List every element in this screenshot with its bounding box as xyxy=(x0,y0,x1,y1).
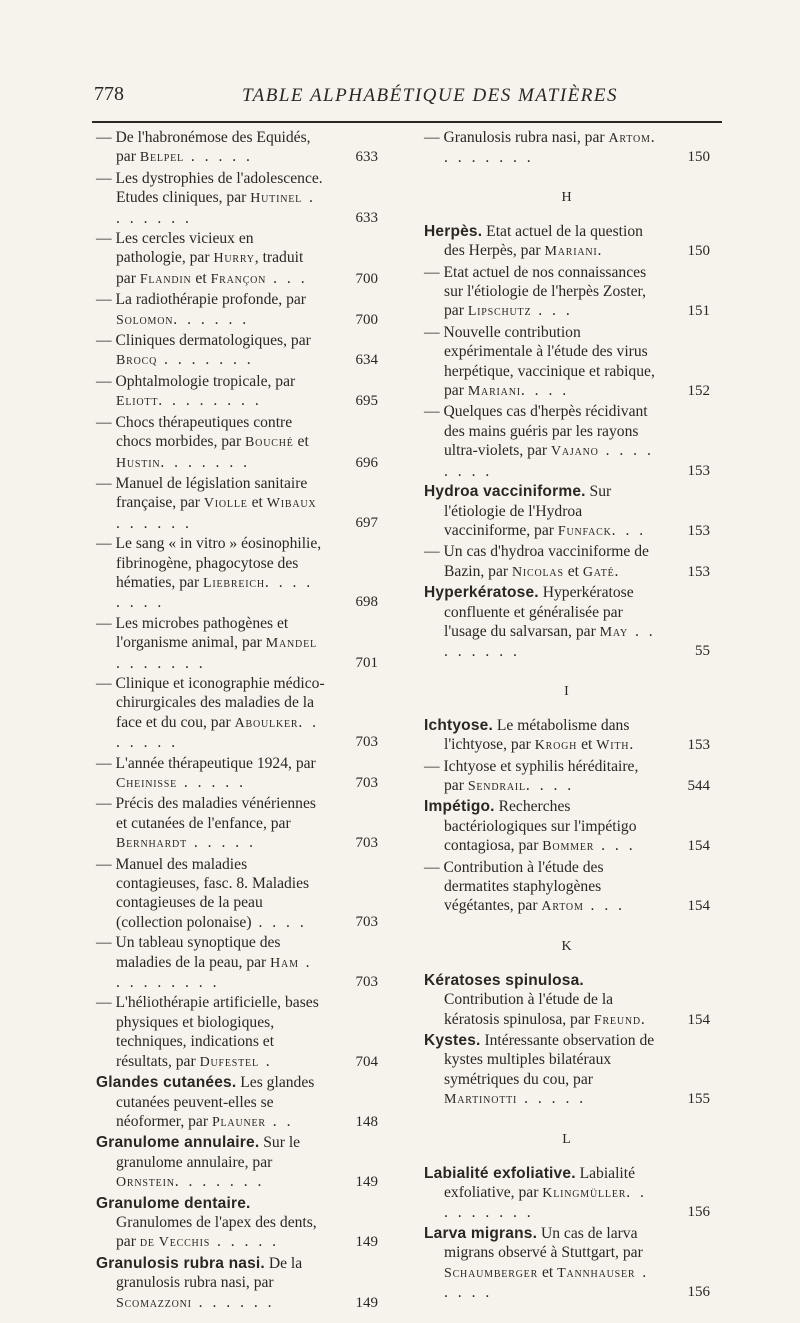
entry-text: — La radiothérapie profonde, par xyxy=(96,291,306,309)
entry-author: Vajano xyxy=(550,444,599,460)
entry-text: — Ichtyose et syphilis héréditaire, par xyxy=(424,757,639,794)
entry-text: — Clinique et iconographie médico-chirurgicales des maladies de la face et du cou, par xyxy=(96,674,325,731)
page-number: 778 xyxy=(94,83,124,105)
page-reference: 696 xyxy=(355,454,378,471)
entry-text: Intéressante observation de kystes multiples bilatéraux symétriques du cou, par xyxy=(444,1032,655,1088)
page-reference: 154 xyxy=(687,838,710,855)
page-reference: 703 xyxy=(355,974,378,991)
entry-author: Nicolas xyxy=(511,564,564,580)
entry-heading: Herpès. xyxy=(424,222,483,240)
entry-text: — Quelques cas d'herpès récidivant des mains guéris par les rayons ultra-violets, par xyxy=(424,403,648,460)
entry-text: et xyxy=(191,269,211,287)
entry-heading: Granulome dentaire. xyxy=(96,1194,251,1212)
entry-text: Un cas de larva migrans observé à Stuttgart, par xyxy=(444,1224,643,1262)
entry-author: Wibaux xyxy=(266,496,317,512)
entry-text: Hyperkératose confluente et généralisée par l'usage du salvarsan, par xyxy=(444,584,634,640)
index-sub-entry xyxy=(96,993,378,1072)
leader-dots: . . . . . xyxy=(210,1233,280,1251)
page-reference: 703 xyxy=(355,913,378,930)
entry-heading: Impétigo. xyxy=(424,798,495,816)
leader-dots: . . . . . . . xyxy=(174,1173,265,1191)
page-reference: 155 xyxy=(687,1091,710,1108)
entry-text: — Manuel des maladies contagieuses, fasc. 8. Maladies contagieuses de la peau (collection polonaise) xyxy=(96,855,310,931)
leader-dots: . . . . . xyxy=(517,1090,587,1108)
entry-author: Krogh xyxy=(534,738,578,754)
entry-text: Etat actuel de la question des Herpès, par xyxy=(444,222,643,260)
index-sub-entry xyxy=(96,290,378,330)
entry-text: — Ophtalmologie tropicale, par xyxy=(96,372,296,390)
entry-text: — Cliniques dermatologiques, par xyxy=(96,332,311,350)
entry-author: Gaté xyxy=(582,564,615,580)
index-main-entry xyxy=(96,1073,378,1132)
index-sub-entry xyxy=(96,614,378,673)
leader-dots: . . . . . xyxy=(186,834,256,852)
page-reference: 151 xyxy=(687,303,710,320)
entry-heading: Labialité exfoliative. xyxy=(424,1164,576,1182)
entry-author: de Vecchis xyxy=(139,1235,211,1251)
page-reference: 150 xyxy=(687,243,710,260)
entry-author: Hutinel xyxy=(250,191,303,207)
index-main-entry xyxy=(96,1194,378,1253)
page-reference: 698 xyxy=(355,594,378,611)
index-sub-entry xyxy=(96,794,378,853)
leader-dots: . . . xyxy=(611,521,647,539)
section-letter: I xyxy=(564,683,570,699)
page-reference: 703 xyxy=(355,775,378,791)
entry-author: May xyxy=(599,624,629,640)
entry-text: Labialité exfoliative, par xyxy=(444,1164,636,1202)
entry-text: — Manuel de législation sanitaire française, par xyxy=(96,474,308,512)
leader-dots: . . . . xyxy=(520,382,570,400)
index-main-entry xyxy=(424,971,710,1030)
entry-author: Bernhardt xyxy=(116,836,187,852)
entry-text: De la granulosis rubra nasi, par xyxy=(116,1254,303,1292)
page-reference: 156 xyxy=(687,1204,710,1221)
entry-author: Bouché xyxy=(245,435,294,451)
leader-dots: . xyxy=(258,1052,273,1070)
leader-dots: . . . . . . xyxy=(191,1293,275,1311)
entry-text: Sur l'étiologie de l'Hydroa vacciniforme, par xyxy=(444,483,612,539)
entry-author: Tannhauser xyxy=(557,1265,636,1281)
page-reference: 153 xyxy=(687,563,710,580)
index-sub-entry xyxy=(96,229,378,289)
entry-author: Aboulker xyxy=(234,715,299,731)
leader-dots: . . . . . xyxy=(444,1263,650,1302)
entry-heading: Hydroa vacciniforme. xyxy=(424,483,586,501)
index-main-entry xyxy=(96,1254,378,1313)
leader-dots: . xyxy=(614,562,622,580)
entry-text: et xyxy=(293,433,309,451)
entry-author: With xyxy=(596,738,630,754)
index-main-entry xyxy=(424,797,710,856)
page-reference: 153 xyxy=(687,462,710,479)
entry-author: Bommer xyxy=(542,839,595,855)
entry-text: Le métabolisme dans l'ichtyose, par xyxy=(444,716,630,754)
entry-heading: Hyperkératose. xyxy=(424,584,539,602)
page-reference: 154 xyxy=(687,1011,710,1028)
index-main-entry xyxy=(424,222,710,262)
index-main-entry xyxy=(424,1224,710,1303)
page-reference: 152 xyxy=(687,383,710,400)
leader-dots: . . . . xyxy=(251,913,307,931)
page-reference: 703 xyxy=(355,835,378,852)
index-main-entry xyxy=(424,716,710,756)
entry-heading: Glandes cutanées. xyxy=(96,1074,237,1092)
entry-text: — De l'habronémose des Equidés, par xyxy=(96,129,311,166)
entry-text: — Etat actuel de nos connaissances sur l'étiologie de l'herpès Zoster, par xyxy=(424,263,647,320)
entry-author: Mariani xyxy=(467,384,521,400)
leader-dots: . . . xyxy=(583,897,626,915)
entry-heading: Granulosis rubra nasi. xyxy=(96,1254,265,1272)
entry-author: Lipschutz xyxy=(467,304,532,320)
entry-author: Scomazzoni xyxy=(116,1295,192,1311)
leader-dots: . . . . . . . . xyxy=(444,442,654,480)
entry-text: Sur le granulome annulaire, par xyxy=(116,1134,301,1171)
entry-text: Recherches bactériologiques sur l'impétigo contagiosa, par xyxy=(444,798,637,855)
entry-text: — L'année thérapeutique 1924, par xyxy=(96,754,316,772)
leader-dots: . xyxy=(629,736,637,754)
entry-author: Martinotti xyxy=(444,1092,518,1108)
index-sub-entry xyxy=(96,674,378,753)
index-sub-entry xyxy=(96,128,378,168)
page-reference: 633 xyxy=(355,149,378,166)
entry-author: Ornstein xyxy=(116,1175,175,1191)
entry-text: — Granulosis rubra nasi, par xyxy=(424,129,609,146)
entry-text: Les glandes cutanées peuvent-elles se néoformer, par xyxy=(116,1074,315,1130)
entry-text: — Les cercles vicieux en pathologie, par xyxy=(96,230,254,267)
entry-text: — Chocs thérapeutiques contre chocs morbides, par xyxy=(96,413,293,451)
leader-dots: . . . xyxy=(594,837,636,855)
entry-text: — Les dystrophies de l'adolescence. Etudes cliniques, par xyxy=(96,169,323,207)
page-reference: 149 xyxy=(355,1174,378,1191)
index-main-entry xyxy=(424,1031,710,1110)
header-rule xyxy=(92,121,722,123)
entry-text: et xyxy=(247,494,267,512)
page-reference: 701 xyxy=(355,654,378,671)
leader-dots: . . . . . . . . xyxy=(116,573,314,612)
entry-heading: Kystes. xyxy=(424,1032,481,1050)
page-reference: 544 xyxy=(687,777,710,794)
entry-text: — Le sang « in vitro » éosinophilie, fibrinogène, phagocytose des hématies, par xyxy=(96,535,322,591)
entry-heading: Larva migrans. xyxy=(424,1224,538,1242)
index-sub-entry xyxy=(424,757,710,797)
entry-author: Mandel xyxy=(265,636,317,652)
leader-dots: . . . xyxy=(266,269,308,287)
index-sub-entry xyxy=(96,413,378,473)
page-reference: 150 xyxy=(687,149,710,166)
index-sub-entry xyxy=(424,542,710,582)
leader-dots: . . . xyxy=(531,302,573,320)
page-reference: 700 xyxy=(355,311,378,328)
page-reference: 55 xyxy=(695,643,710,660)
entry-author: Belpel xyxy=(139,150,184,166)
leader-dots: . . . . . . . . xyxy=(158,392,262,410)
index-main-entry xyxy=(96,1133,378,1192)
running-head: TABLE ALPHABÉTIQUE DES MATIÈRES xyxy=(242,85,618,106)
entry-text: — Un cas d'hydroa vacciniforme de Bazin, par xyxy=(424,543,649,580)
section-letter: H xyxy=(561,189,573,205)
index-sub-entry xyxy=(96,933,378,992)
page-reference: 148 xyxy=(355,1113,378,1130)
entry-heading: Granulome annulaire. xyxy=(96,1134,260,1152)
index-main-entry xyxy=(424,1164,710,1223)
page-reference: 149 xyxy=(355,1234,378,1251)
index-sub-entry xyxy=(424,402,710,481)
entry-text: Contribution à l'étude de la kératosis spinulosa, par xyxy=(444,991,614,1028)
index-main-entry xyxy=(424,583,710,662)
entry-author: Françon xyxy=(210,271,267,287)
entry-author: Flandin xyxy=(139,271,192,287)
section-letter: K xyxy=(561,938,573,954)
index-sub-entry xyxy=(96,331,378,371)
leader-dots: . xyxy=(640,1010,648,1028)
leader-dots: . . . . . xyxy=(183,148,253,166)
entry-text: Granulomes de l'apex des dents, par xyxy=(116,1213,317,1251)
entry-text: — Précis des maladies vénériennes et cutanées de l'enfance, par xyxy=(96,795,316,832)
leader-dots: . . . . . . . xyxy=(160,453,251,471)
leader-dots: . . . . . . . . xyxy=(444,622,656,661)
index-main-entry xyxy=(424,482,710,541)
leader-dots: . xyxy=(597,242,605,260)
entry-heading: Ichtyose. xyxy=(424,716,493,734)
leader-dots: . . . . . . . . . xyxy=(116,953,313,992)
entry-author: Funfack xyxy=(557,523,612,539)
leader-dots: . . . . . . xyxy=(173,310,250,328)
entry-author: Cheinisse xyxy=(116,776,177,791)
section-letter: L xyxy=(562,1131,572,1147)
index-sub-entry xyxy=(96,754,378,794)
page-reference: 695 xyxy=(355,393,378,410)
index-sub-entry xyxy=(96,855,378,933)
entry-text: et xyxy=(577,736,597,754)
entry-author: Ham xyxy=(270,955,299,971)
leader-dots: . . xyxy=(265,1112,294,1130)
entry-author: Mariani xyxy=(544,244,598,260)
leader-dots: . . . . . . . xyxy=(116,713,320,752)
index-sub-entry xyxy=(96,372,378,412)
entry-author: Solomon xyxy=(116,312,174,328)
page-reference: 149 xyxy=(355,1294,378,1311)
index-sub-entry xyxy=(424,128,710,168)
entry-author: Brocq xyxy=(116,353,158,369)
page-reference: 634 xyxy=(355,352,378,369)
leader-dots: . . . . . . . xyxy=(157,351,254,369)
entry-text: — L'héliothérapie artificielle, bases physiques et biologiques, techniques, indications et résultats, par xyxy=(96,994,319,1070)
entry-author: Schaumberger xyxy=(444,1265,539,1281)
entry-author: Hurry xyxy=(213,251,255,267)
leader-dots: . . . . . . . xyxy=(116,189,316,227)
page-reference: 704 xyxy=(355,1053,378,1070)
page-reference: 156 xyxy=(687,1284,710,1301)
page-reference: 633 xyxy=(355,209,378,226)
right-column xyxy=(424,128,710,1304)
index-sub-entry xyxy=(96,474,378,533)
entry-text: — Un tableau synoptique des maladies de la peau, par xyxy=(96,934,281,971)
index-sub-entry xyxy=(424,323,710,402)
entry-author: Sendrail xyxy=(467,778,526,794)
entry-author: Freund xyxy=(593,1012,641,1028)
leader-dots: . . . . . . xyxy=(116,514,192,532)
index-sub-entry xyxy=(424,263,710,322)
entry-author: Liebreich xyxy=(203,575,265,591)
entry-author: Plauner xyxy=(211,1114,266,1130)
index-sub-entry xyxy=(424,858,710,917)
entry-text: et xyxy=(563,562,583,580)
entry-author: Hustin xyxy=(116,455,161,471)
page-reference: 700 xyxy=(355,270,378,287)
entry-heading: Kératoses spinulosa. xyxy=(424,971,584,989)
entry-author: Eliott xyxy=(116,394,159,410)
page-reference: 153 xyxy=(687,522,710,539)
page-reference: 703 xyxy=(355,734,378,751)
entry-text: , traduit par xyxy=(116,249,304,287)
entry-text: — Contribution à l'étude des dermatites staphylogènes végétantes, par xyxy=(424,858,604,915)
index-sub-entry xyxy=(96,534,378,613)
leader-dots: . . . . . . . xyxy=(116,654,206,672)
entry-text: et xyxy=(538,1263,558,1281)
entry-author: Artom xyxy=(541,899,584,915)
leader-dots: . . . . . xyxy=(176,774,246,791)
leader-dots: . . . . . . . . xyxy=(444,129,658,167)
entry-text: — Nouvelle contribution expérimentale à l'étude des virus herpétique, vaccinique et rabique, par xyxy=(424,323,655,400)
page-reference: 153 xyxy=(687,737,710,754)
entry-author: Klingmüller xyxy=(542,1186,627,1202)
entry-text: — Les microbes pathogènes et l'organisme animal, par xyxy=(96,614,289,652)
entry-author: Dufestel xyxy=(199,1054,259,1070)
entry-author: Artom xyxy=(608,131,651,146)
entry-author: Violle xyxy=(203,496,248,512)
index-sub-entry xyxy=(96,169,378,228)
leader-dots: . . . . . . . . . xyxy=(444,1184,647,1222)
leader-dots: . . . . xyxy=(525,776,575,794)
page-reference: 154 xyxy=(687,898,710,915)
page-reference: 697 xyxy=(355,514,378,531)
left-column xyxy=(96,128,378,1314)
